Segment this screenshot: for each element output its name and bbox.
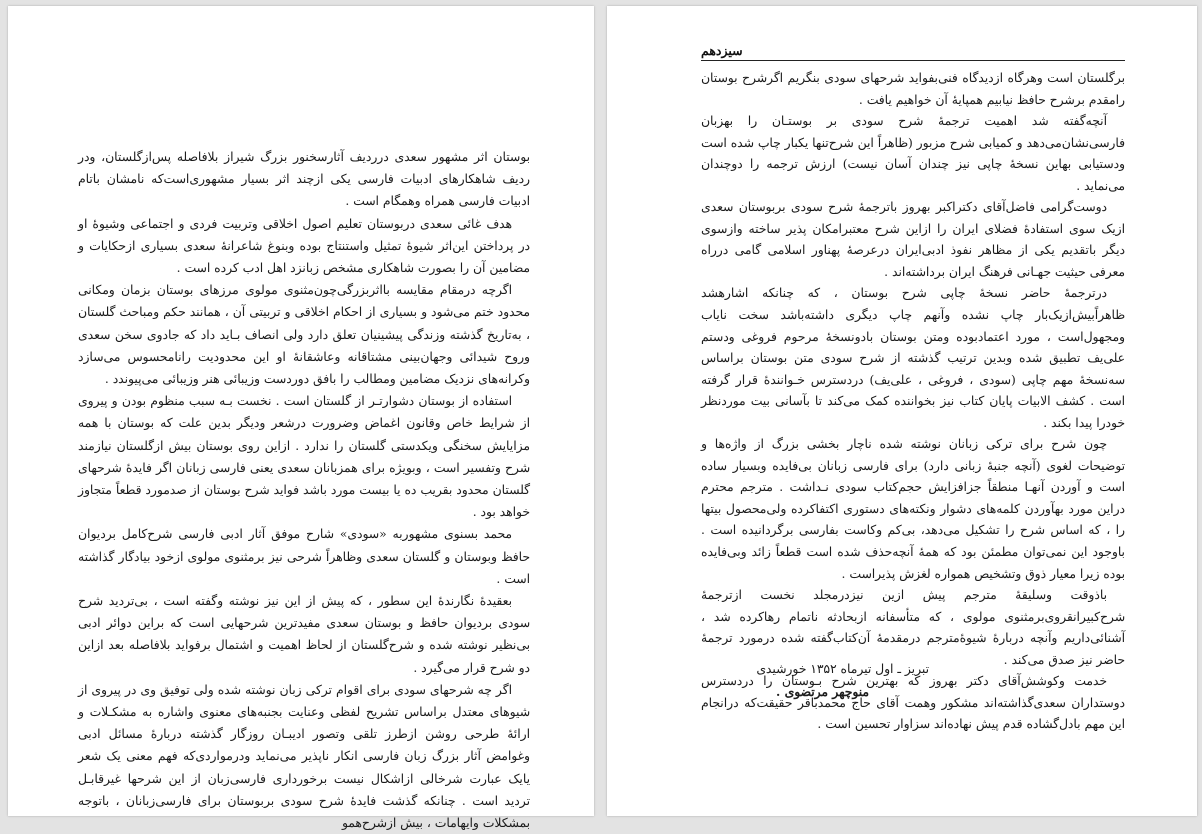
right-page bbox=[607, 6, 1197, 816]
paragraph: اگرچه درمقام مقایسه بااثربزرگی‌چون‌مثنوی مولوی مرزهای بوستان بزمان ومکانی محدود ختم می‌شود و بسیاری از احکام اخلاقی و تربیتی آن ، همانند حکم ومباحث گلستان ، به‌تاریخ گذشته وزندگی پیشینیان تعلق دارد ولی انصاف بـاید داد که جادوی سخن سعدی وروح شیدائی وجهان‌بینی مشتاقانه وعاشقانهٔ او این محدودیت رانامحسوس می‌سازد وکرانه‌های نزدیک مضامین ومطالب را بافق دوردست وزیبائی هنر وزیبائی می‌پیوندد . bbox=[78, 283, 530, 387]
paragraph: دوست‌گرامی فاضل‌آقای دکتراکبر بهروز باترجمهٔ شرح سودی بربوستان سعدی ازیک سوی استفادهٔ فضلای ایران را ازاین شرح معتبرامکان پذیر ساخته وازسوی دیگر باتقدیم یکی از مظاهر نفوذ ادبی‌ایران درعرصهٔ پهناور اسلامی گامی درراه معرفی حیثیت جهـانی فرهنگ ایران برداشته‌اند . bbox=[701, 200, 1125, 279]
right-page-text bbox=[701, 68, 1125, 736]
paragraph: بوستان اثر مشهور سعدی درردیف آثارسخنور بزرگ شیراز بلافاصله پس‌ازگلستان، ودر ردیف شاهکارهای ادبیات فارسی یکی ازچند اثر بسیار مشهوری‌است‌که نامشان باتام ادبیات فارسی همراه وهمگام است . bbox=[78, 150, 530, 209]
signature-name: منوچهر مرتضوی . bbox=[776, 684, 869, 699]
paragraph: درترجمهٔ حاضر نسخهٔ چاپی شرح بوستان ، که چنانکه اشارهشد ظاهراً‌بیش‌ازیک‌بار چاپ نشده وآنهم چاپ دیگری داشته‌باشد سخت نایاب ومجهول‌است ، مورد اعتمادبوده ومتن بوستان بادونسخهٔ مرحوم فروغی ودستم علی‌یف تطبیق شده وبدین ترتیب گذشته از شرح سودی متن بوستان براساس سه‌نسخهٔ مهم چاپی (سودی ، فروغی ، علی‌یف) دردسترس خـوانندهٔ قرار گرفته است . کشف الابیات پایان کتاب نیز بخواننده کمک می‌کند تا بآسانی بیت موردنظر خودرا پیدا بکند . bbox=[701, 286, 1125, 430]
left-page-text bbox=[78, 146, 530, 834]
paragraph: هدف غائی سعدی دربوستان تعلیم اصول اخلاقی وتربیت فردی و اجتماعی وشیوهٔ او در پرداختن این‌اثر شیوهٔ تمثیل واستنتاج بوده وبنوغ شاعرانهٔ سعدی بسیاری ازحکایات و مضامین آن را بصورت شاهکاری مشخص زبانزد اهل ادب کرده است . bbox=[78, 216, 530, 276]
paragraph: چون شرح برای ترکی زبانان نوشته شده ناچار بخشی بزرگ از واژه‌ها و توضیحات لغوی (آنچه جنبهٔ زبانی دارد) برای فارسی زبانان بی‌فایده وبسیار ساده است و آوردن آنهـا منطقاً جزافزایش حجم‌کتاب سودی نـداشت . مترجم محترم دراین مورد بهآوردن کلمه‌های دشوار ونکته‌های دستوری اکتفاکرده ولی‌محصول بیتها را ، که اساس شرح را تشکیل می‌دهد، بی‌کم وکاست بفارسی برگردانیده است . باوجود این نمی‌توان مطمئن بود که همهٔ آنچه‌حذف شده است قطعاً زائد وبی‌فایده بوده زیرا معیار ذوق وتشخیص همواره لغزش پذیراست . bbox=[701, 437, 1125, 581]
paragraph: آنچه‌گفته شد اهمیت ترجمهٔ شرح سودی بر بوستـان را بهزبان فارسی‌نشان‌می‌دهد و کمیابی شرح مزبور (ظاهراً این شرح‌تنها یکبار چاپ شده است ودستیابی بهاین نسخهٔ چاپی نیز چندان آسان نیست) ارزش ترجمه را دوچندان می‌نماید . bbox=[701, 114, 1125, 193]
signature-date: تبریز ـ اول تیرماه ۱۳۵۲ خورشیدی bbox=[756, 662, 929, 676]
paragraph: بعقیدهٔ نگارندهٔ این سطور ، که پیش از این نیز نوشته وگفته است ، بی‌تردید شرح سودی بردیوان حافظ و بوستان سعدی مفیدترین شرحهایی است که براین دوائر ادبی بی‌نظیر نوشته شده و شرح‌گلستان از لحاظ اهمیت و اشتمال برفواید بلافاصله بعد ازاین دو شرح قرار می‌گیرد . bbox=[78, 594, 530, 675]
running-header bbox=[701, 42, 1125, 61]
paragraph: برگلستان است وهرگاه ازدیدگاه فنی‌بفواید شرحهای سودی بنگریم اگرشرح بوستان رامقدم برشرح حافظ نیابیم همپایهٔ آن خواهیم یافت . bbox=[701, 71, 1125, 107]
paragraph: استفاده از بوستان دشوارتـر از گلستان است . نخست بـه سبب منظوم بودن و پیروی از شرایط خاص وقانون اغماض وضرورت درشعر ودیگر بدین علت که بوستان با همه مزایایش سخنگی ویکدستی گلستان را ندارد . ازاین روی بوستان بیش ازگلستان نیازمند شرح وتفسیر است ، وبویژه برای همزبانان سعدی یعنی فارسی زبانان اگر فایدهٔ شرحهای گلستان محدود بقریب ده یا بیست مورد باشد فواید شرح بوستان از صدمورد قطعاً متجاوز خواهد بود . bbox=[78, 394, 530, 520]
paragraph: خدمت وکوشش‌آقای دکتر بهروز که بهترین شرح بـوستان را دردسترس دوستداران سعدی‌گذاشته‌اند مشکور وهمت آقای حاج محمدباقر حقیقت‌که درانجام این مهم بادل‌گشاده قدم پیش نهاده‌اند سزاوار تحسین است . bbox=[701, 674, 1125, 732]
paragraph: محمد بسنوی مشهوربه «سودی» شارح موفق آثار ادبی فارسی شرح‌کامل بردیوان حافظ وبوستان و گلستان سعدی وظاهراً شرحی نیز برمثنوی مولوی ازخود بیادگار گذاشته است . bbox=[78, 527, 530, 586]
page-number-label: سیزدهم bbox=[701, 43, 743, 58]
paragraph: باذوقت وسلیقهٔ مترجم پیش ازین نیزدرمجلد نخست ازترجمهٔ شرح‌کبیرانقروی‌برمثنوی مولوی ، که متأسفانه ازبحادثه ناتمام رهاکرده شد ، آشنائی‌داریم وآنچه دربارهٔ شیوهٔ‌مترجم درمقدمهٔ آن‌کتاب‌گفته شده درمورد ترجمهٔ حاضر نیز صدق می‌کند . bbox=[701, 588, 1125, 667]
paragraph: اگر چه شرحهای سودی برای اقوام ترکی زبان نوشته شده ولی توفیق وی در پیروی از شیوهای معتدل براساس تشریح لفظی وعنایت بجنبه‌های معنوی واشاره به مشکـلات و ارائهٔ طرحی روشن ازطرز تلقی وتصور ادیبـان روزگار گذشته دربارهٔ مسائل ادبی وغوامض آثار بزرگ زبان فارسی انکار ناپذیر می‌نماید ودرمواردی‌که فهم معنی یک شعر یایک عبارت شرخالی ازاشکال نیست برخورداری فارسی‌زبان از این شرحها غیرقابـل تردید است . چنانکه گذشت فایدهٔ شرح سودی بربوستان برای فارسی‌زبانان ، باتوجه بمشکلات وایهامات ، بیش ازشرح‌همو bbox=[78, 682, 530, 831]
left-page bbox=[8, 6, 594, 831]
